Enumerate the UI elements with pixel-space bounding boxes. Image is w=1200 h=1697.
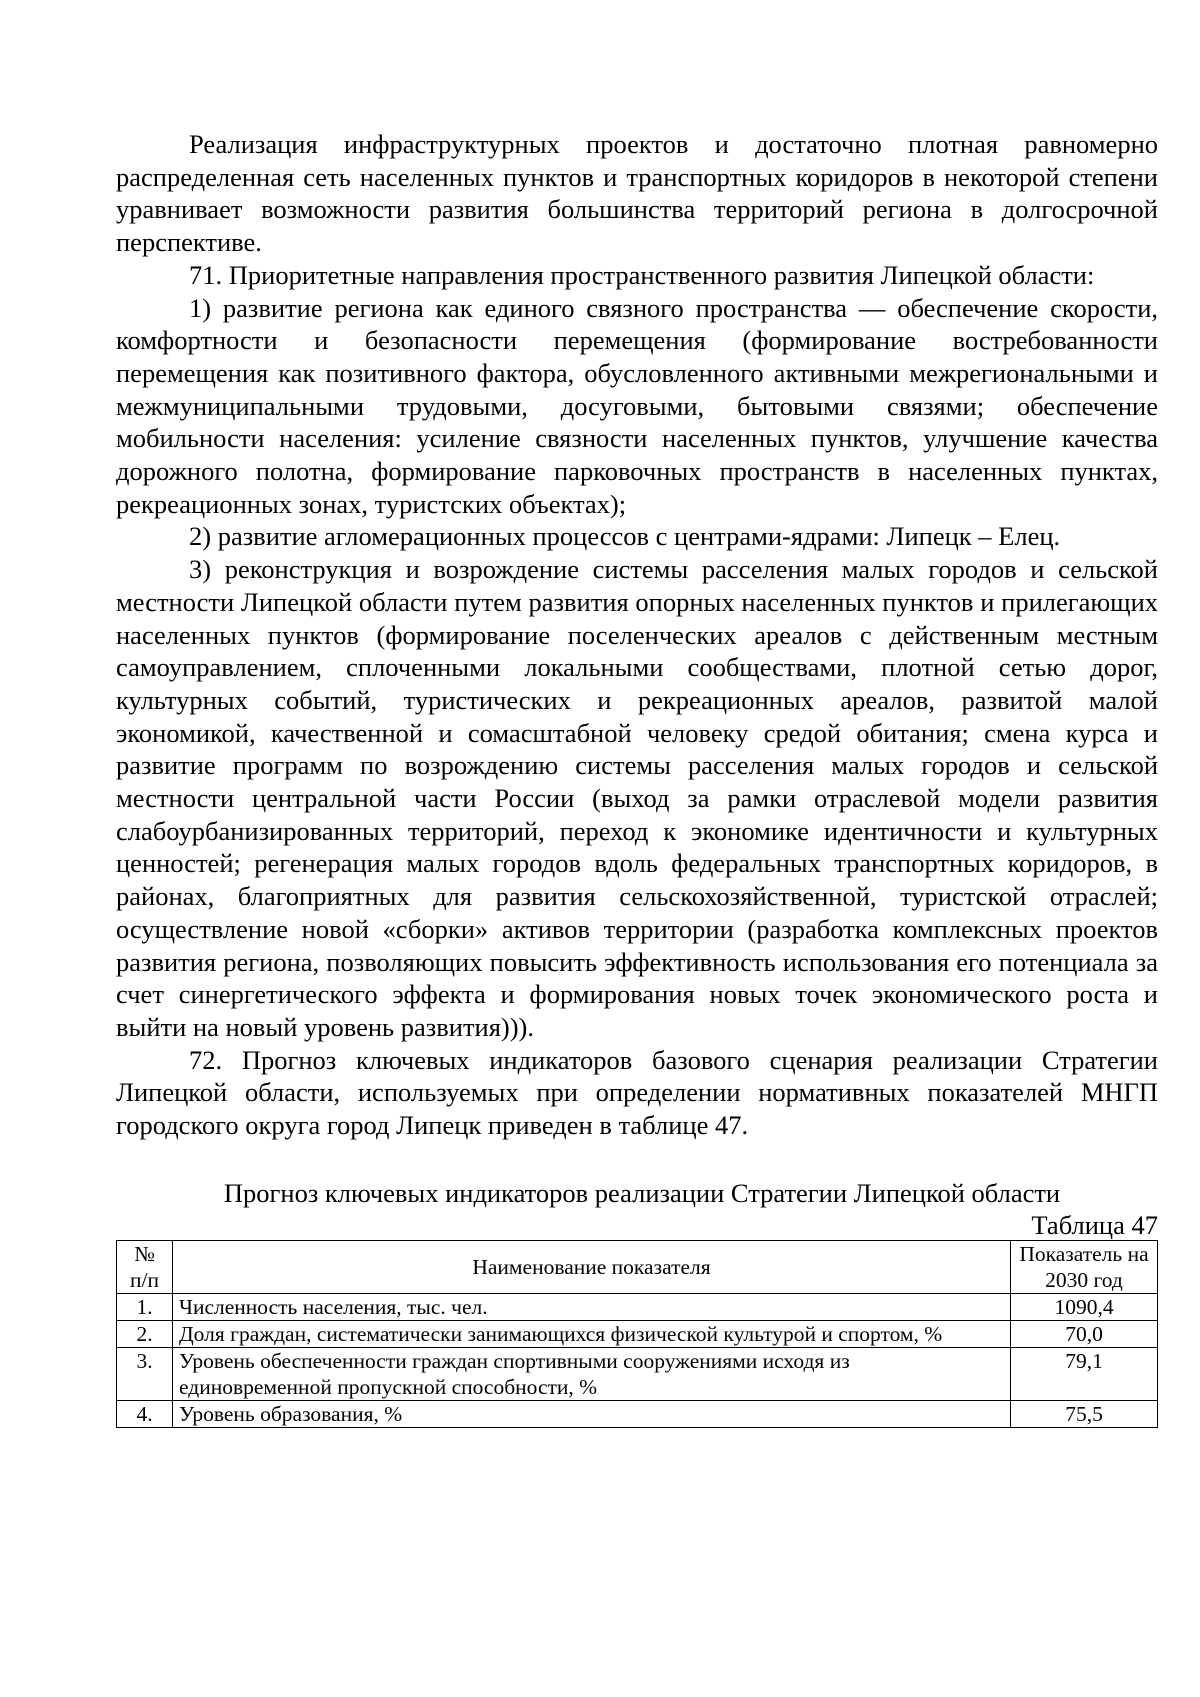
- indicators-table: [116, 1240, 1158, 1428]
- paragraph-item-72: 72. Прогноз ключевых индикаторов базового сценария реализации Стратегии Липецкой области, используемых при определении нормативных показателей МНГП городского округа город Липецк приведен в таблице 47.: [116, 1044, 1158, 1141]
- header-number: № п/п: [117, 1240, 173, 1293]
- table-row: [117, 1400, 1158, 1427]
- paragraph: Реализация инфраструктурных проектов и достаточно плотная равномерно распределенная сеть населенных пунктов и транспортных коридоров в некоторой степени уравнивает возможности развития большинства территорий региона в долгосрочной перспективе.: [116, 129, 1158, 258]
- row-value: 70,0: [1011, 1320, 1158, 1347]
- row-value: 75,5: [1011, 1400, 1158, 1427]
- row-number: 2.: [117, 1320, 173, 1347]
- table-row: [117, 1320, 1158, 1347]
- table-row: [117, 1347, 1158, 1400]
- row-number: 4.: [117, 1400, 173, 1427]
- document-page: [116, 128, 1158, 1428]
- row-indicator: Уровень обеспеченности граждан спортивными сооружениями исходя из единовременной пропускной способности, %: [173, 1347, 1011, 1400]
- table-title: Прогноз ключевых индикаторов реализации Стратегии Липецкой области: [223, 1177, 1061, 1208]
- row-number: 3.: [117, 1347, 173, 1400]
- paragraph-item-71: 71. Приоритетные направления пространственного развития Липецкой области:: [189, 259, 1095, 290]
- row-indicator: Доля граждан, систематически занимающихся физической культурой и спортом, %: [173, 1320, 1011, 1347]
- row-value: 79,1: [1011, 1347, 1158, 1400]
- list-item-1: 1) развитие региона как единого связного пространства — обеспечение скорости, комфортности и безопасности перемещения (формирование востребованности перемещения как позитивного фактора, обусловленного активными межрегиональными и межмуниципальными трудовыми, досуговыми, бытовыми связями; обеспечение мобильности населения: усиление связности населенных пунктов, улучшение качества дорожного полотна, формирование парковочных пространств в населенных пунктах, рекреационных зонах, туристских объектах);: [116, 292, 1158, 519]
- list-item-2: 2) развитие агломерационных процессов с центрами-ядрами: Липецк – Елец.: [189, 521, 1061, 552]
- row-value: 1090,4: [1011, 1293, 1158, 1320]
- table-label: Таблица 47: [1031, 1209, 1158, 1240]
- header-indicator: Наименование показателя: [173, 1240, 1011, 1293]
- table-row: [117, 1293, 1158, 1320]
- row-indicator: Численность населения, тыс. чел.: [173, 1293, 1011, 1320]
- header-value-2030: Показатель на 2030 год: [1011, 1240, 1158, 1293]
- list-item-3: 3) реконструкция и возрождение системы расселения малых городов и сельской местности Липецкой области путем развития опорных населенных пунктов и прилегающих населенных пунктов (формирование поселенческих ареалов с действенным местным самоуправлением, сплоченными локальными сообществами, плотной сетью дорог, культурных событий, туристических и рекреационных ареалов, развитой малой экономикой, качественной и сомасштабной человеку средой обитания; смена курса и развитие программ по возрождению системы расселения малых городов и сельской местности центральной части России (выход за рамки отраслевой модели развития слабоурбанизированных территорий, переход к экономике идентичности и культурных ценностей; регенерация малых городов вдоль федеральных транспортных коридоров, в районах, благоприятных для развития сельскохозяйственной, туристской отраслей; осуществление новой «сборки» активов территории (разработка комплексных проектов развития региона, позволяющих повысить эффективность использования его потенциала за счет синергетического эффекта и формирования новых точек экономического роста и выйти на новый уровень развития))).: [116, 554, 1158, 1042]
- table-header-row: [117, 1240, 1158, 1293]
- row-number: 1.: [117, 1293, 173, 1320]
- row-indicator: Уровень образования, %: [173, 1400, 1011, 1427]
